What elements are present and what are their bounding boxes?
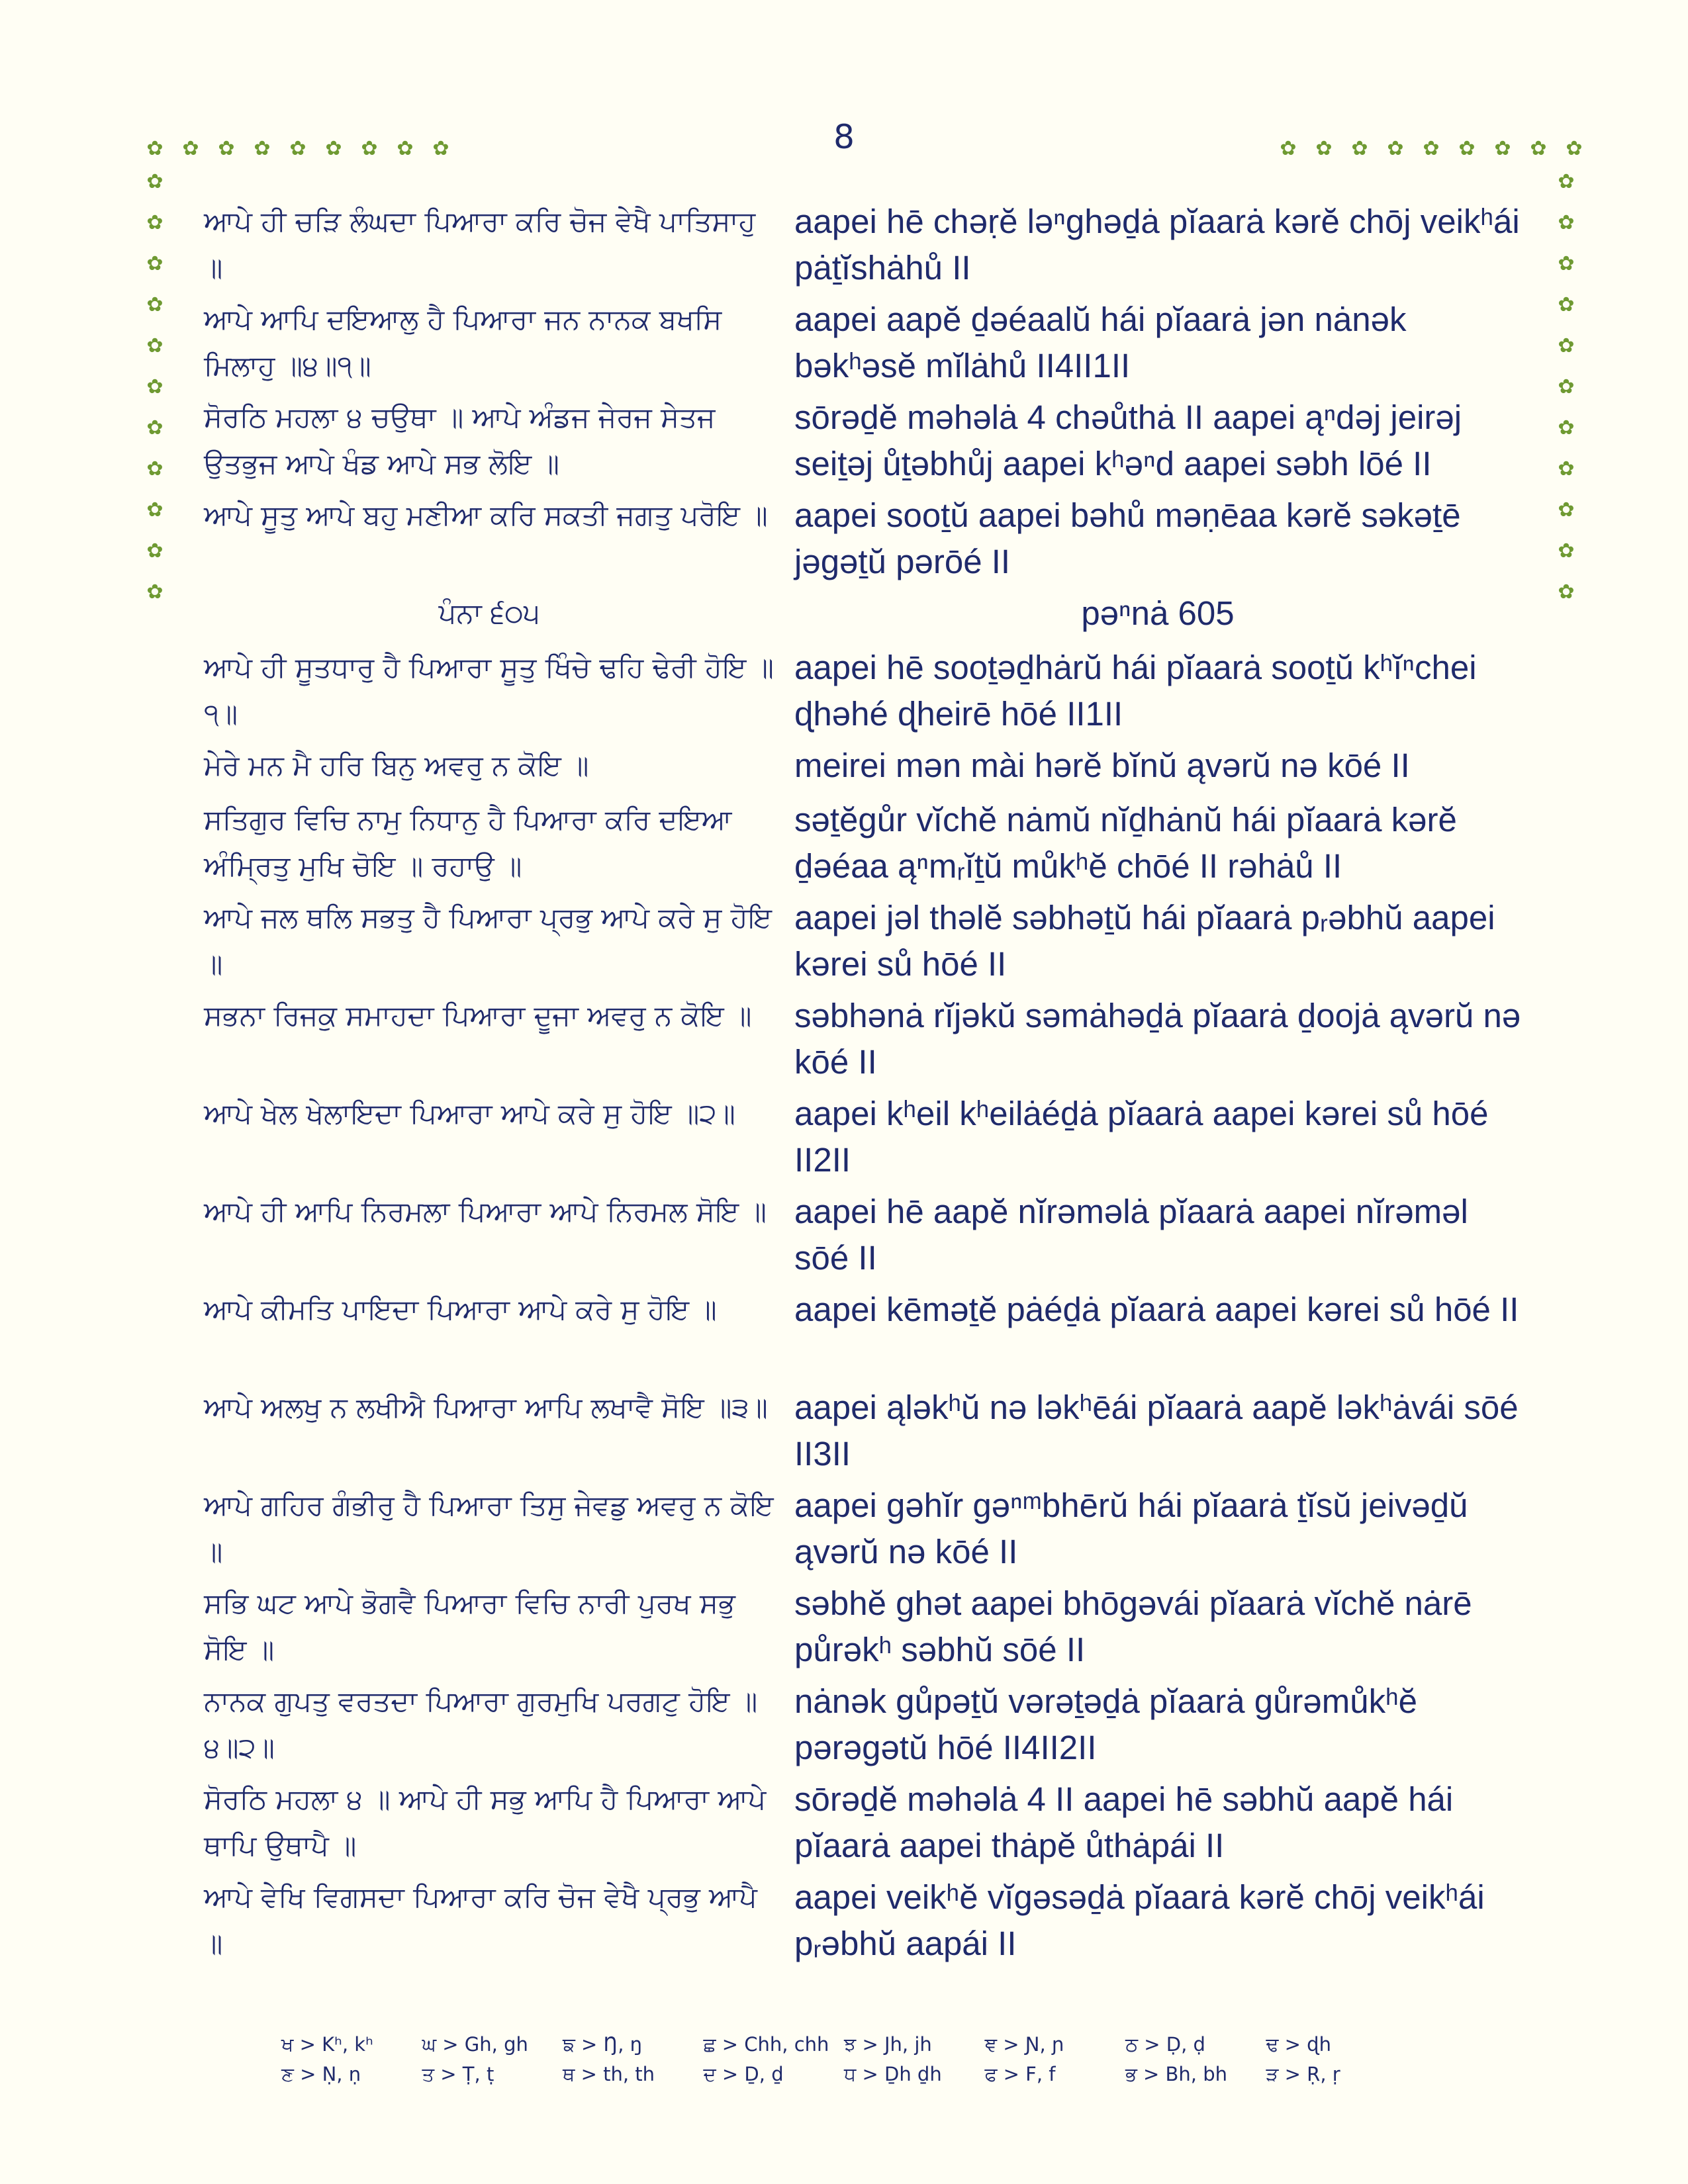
flower-icon: ✿ [1458, 137, 1476, 160]
transliteration-line: nȧnək gůpəṯŭ vərəṯəḏȧ pĭaarȧ gůrəmůkʰĕ pərəgətŭ hōé II4II2II [794, 1682, 1418, 1766]
gurmukhi-line: ਸਭਨਾ ਰਿਜਕੁ ਸਮਾਹਦਾ ਪਿਆਰਾ ਦੂਜਾ ਅਵਰੁ ਨ ਕੋਇ ॥ [204, 999, 752, 1032]
flower-icon: ✿ [1530, 137, 1547, 160]
transliteration-line: aapei veikʰĕ vĭgəsəḏȧ pĭaarȧ kərĕ chōj veikʰái pᵣəbhŭ aapái II [794, 1878, 1485, 1962]
verse-row [204, 1482, 1521, 1580]
flower-icon: ✿ [1558, 252, 1575, 275]
gurmukhi-line: ਸਤਿਗੁਰ ਵਿਚਿ ਨਾਮੁ ਨਿਧਾਨੁ ਹੈ ਪਿਆਰਾ ਕਰਿ ਦਇਆ ਅੰਮ੍ਰਿਤੁ ਮੁਖਿ ਚੋਇ ॥ ਰਹਾਉ ॥ [204, 803, 732, 882]
page-marker-gurmukhi: ਪੰਨਾ ੬੦੫ [438, 597, 540, 629]
legend-item: ਭ > Bh, bh [1125, 2063, 1228, 2085]
gurmukhi-line: ਆਪੇ ਆਪਿ ਦਇਆਲੁ ਹੈ ਪਿਆਰਾ ਜਨ ਨਾਨਕ ਬਖਸਿ ਮਿਲਾਹੁ ॥੪॥੧॥ [204, 303, 722, 382]
transliteration-line: aapei gəhĭr gəⁿᵐbhērŭ hái pĭaarȧ ṯĭsŭ jeivəḏŭ ąvərŭ nə kōé II [794, 1486, 1468, 1570]
flower-icon: ✿ [146, 457, 164, 480]
gurmukhi-line: ਆਪੇ ਜਲ ਥਲਿ ਸਭਤੁ ਹੈ ਪਿਆਰਾ ਪ੍ਰਭੁ ਆਪੇ ਕਰੇ ਸੁ ਹੋਇ ॥ [204, 901, 773, 980]
flower-icon: ✿ [146, 211, 164, 234]
transliteration-line: aapei hē chəṛĕ ləⁿghəḏȧ pĭaarȧ kərĕ chōj veikʰái pȧṯĭshȧhů II [794, 203, 1520, 287]
transliteration-line: səbhənȧ rĭjəkŭ səmȧhəḏȧ pĭaarȧ ḏoojȧ ąvərŭ nə kōé II [794, 997, 1521, 1081]
ornament-border-left [144, 169, 165, 606]
gurmukhi-line: ਸੋਰਠਿ ਮਹਲਾ ੪ ਚਉਥਾ ॥ ਆਪੇ ਅੰਡਜ ਜੇਰਜ ਸੇਤਜ ਉਤਭੁਜ ਆਪੇ ਖੰਡ ਆਪੇ ਸਭ ਲੋਇ ॥ [204, 401, 716, 480]
legend-item: ਖ > Kʰ, kʰ [281, 2033, 373, 2056]
legend-item: ਣ > Ṇ, ṇ [281, 2063, 361, 2085]
gurmukhi-line: ਆਪੇ ਅਲਖੁ ਨ ਲਖੀਐ ਪਿਆਰਾ ਆਪਿ ਲਖਾਵੈ ਸੋਇ ॥੩॥ [204, 1391, 768, 1424]
transliteration-line: sōrəḏĕ məhəlȧ 4 II aapei hē səbhŭ aapĕ hái pĭaarȧ aapei thȧpĕ ůthȧpái II [794, 1780, 1454, 1864]
flower-icon: ✿ [1558, 211, 1575, 234]
verse-table [204, 199, 1521, 1972]
flower-icon: ✿ [1494, 137, 1511, 160]
gurmukhi-line: ਨਾਨਕ ਗੁਪਤੁ ਵਰਤਦਾ ਪਿਆਰਾ ਗੁਰਮੁਖਿ ਪਰਗਟੁ ਹੋਇ ॥੪॥੨॥ [204, 1685, 758, 1764]
flower-icon: ✿ [146, 416, 164, 439]
flower-icon: ✿ [1558, 416, 1575, 439]
transliteration-line: səbhĕ ghət aapei bhōgəvái pĭaarȧ vĭchĕ nȧrē půrəkʰ səbhŭ sōé II [794, 1584, 1472, 1668]
gurmukhi-line: ਸੋਰਠਿ ਮਹਲਾ ੪ ॥ ਆਪੇ ਹੀ ਸਭੁ ਆਪਿ ਹੈ ਪਿਆਰਾ ਆਪੇ ਥਾਪਿ ਉਥਾਪੈ ॥ [204, 1783, 767, 1862]
legend-item: ਞ > Ɲ, ɲ [984, 2033, 1064, 2056]
verse-row [204, 743, 1521, 797]
verse-row [204, 797, 1521, 895]
transliteration-line: səṯĕgůr vĭchĕ nȧmŭ nĭḏhȧnŭ hái pĭaarȧ kərĕ ḏəéaa ąⁿmᵣĭṯŭ můkʰĕ chōé II rəhȧů II [794, 801, 1457, 885]
flower-icon: ✿ [146, 498, 164, 522]
flower-icon: ✿ [1280, 137, 1297, 160]
transliteration-line: aapei aapĕ ḏəéaalŭ hái pĭaarȧ jən nȧnək bəkʰəsĕ mĭlȧhů II4II1II [794, 300, 1407, 385]
transliteration-line: aapei kēməṯĕ pȧéḏȧ pĭaarȧ aapei kərei sů hōé II [794, 1291, 1519, 1328]
flower-icon: ✿ [361, 137, 378, 160]
legend-item: ਙ > Ŋ, ŋ [563, 2033, 643, 2056]
flower-icon: ✿ [1423, 137, 1440, 160]
flower-icon: ✿ [289, 137, 306, 160]
flower-icon: ✿ [146, 539, 164, 563]
page-number: 8 [833, 118, 855, 156]
flower-icon: ✿ [146, 170, 164, 193]
verse-row [204, 1189, 1521, 1287]
verse-row [204, 1091, 1521, 1189]
flower-icon: ✿ [182, 137, 199, 160]
ornament-border-right [1556, 169, 1577, 606]
flower-icon: ✿ [1558, 334, 1575, 357]
gurmukhi-line: ਆਪੇ ਹੀ ਚੜਿ ਲੰਘਦਾ ਪਿਆਰਾ ਕਰਿ ਚੋਜ ਵੇਖੈ ਪਾਤਿਸਾਹੁ ॥ [204, 205, 756, 284]
flower-icon: ✿ [1558, 170, 1575, 193]
legend-item: ਢ > ɖh [1266, 2033, 1331, 2056]
verse-row [204, 1678, 1521, 1776]
legend-item: ਫ > F, f [984, 2063, 1056, 2085]
gurmukhi-line: ਆਪੇ ਹੀ ਆਪਿ ਨਿਰਮਲਾ ਪਿਆਰਾ ਆਪੇ ਨਿਰਮਲ ਸੋਇ ॥ [204, 1195, 767, 1228]
legend-item: ਦ > Ḏ, ḏ [703, 2063, 784, 2085]
flower-icon: ✿ [146, 334, 164, 357]
gurmukhi-line: ਆਪੇ ਸੂਤੁ ਆਪੇ ਬਹੁ ਮਣੀਆ ਕਰਿ ਸਕਤੀ ਜਗਤੁ ਪਰੋਇ ॥ [204, 499, 768, 531]
legend-item: ਝ > Jh, jh [844, 2033, 932, 2056]
verse-row [204, 199, 1521, 296]
transliteration-line: meirei mən mài hərĕ bĭnŭ ąvərŭ nə kōé II [794, 747, 1410, 784]
flower-icon: ✿ [146, 293, 164, 316]
flower-icon: ✿ [146, 252, 164, 275]
flower-icon: ✿ [1566, 137, 1583, 160]
transliteration-line: aapei kʰeil kʰeilȧéḏȧ pĭaarȧ aapei kərei sů hōé II2II [794, 1095, 1489, 1179]
flower-icon: ✿ [254, 137, 271, 160]
flower-icon: ✿ [218, 137, 235, 160]
flower-icon: ✿ [1558, 293, 1575, 316]
flower-icon: ✿ [1558, 375, 1575, 398]
flower-icon: ✿ [1558, 498, 1575, 522]
verse-row [204, 895, 1521, 993]
gurmukhi-line: ਆਪੇ ਹੀ ਸੂਤਧਾਰੁ ਹੈ ਪਿਆਰਾ ਸੂਤੁ ਖਿੰਚੇ ਢਹਿ ਢੇਰੀ ਹੋਇ ॥੧॥ [204, 651, 774, 730]
page-marker-row [204, 590, 1521, 645]
ornament-border-top-right [1278, 136, 1585, 162]
verse-row [204, 1874, 1521, 1972]
legend-item: ਧ > Ḏh ḏh [844, 2063, 942, 2085]
verse-row [204, 1385, 1521, 1482]
verse-row [204, 1287, 1521, 1385]
legend-item: ੜ > Ṛ, ṛ [1266, 2063, 1340, 2085]
transliteration-line: aapei hē sooṯəḏhȧrŭ hái pĭaarȧ sooṯŭ kʰĭⁿchei ɖhəhé ɖheirē hōé II1II [794, 649, 1477, 733]
legend-item: ਛ > Chh, chh [703, 2033, 829, 2056]
transliteration-line: aapei jəl thəlĕ səbhəṯŭ hái pĭaarȧ pᵣəbhŭ aapei kərei sů hōé II [794, 899, 1495, 983]
flower-icon: ✿ [1315, 137, 1333, 160]
gurmukhi-line: ਆਪੇ ਖੇਲ ਖੇਲਾਇਦਾ ਪਿਆਰਾ ਆਪੇ ਕਰੇ ਸੁ ਹੋਇ ॥੨॥ [204, 1097, 735, 1130]
transliteration-legend [281, 2033, 1407, 2086]
gurmukhi-line: ਸਭਿ ਘਟ ਆਪੇ ਭੋਗਵੈ ਪਿਆਰਾ ਵਿਚਿ ਨਾਰੀ ਪੁਰਖ ਸਭੁ ਸੋਇ ॥ [204, 1587, 735, 1666]
ornament-border-top-left [144, 136, 451, 162]
flower-icon: ✿ [1558, 457, 1575, 480]
flower-icon: ✿ [1387, 137, 1404, 160]
gurmukhi-line: ਮੇਰੇ ਮਨ ਮੈ ਹਰਿ ਬਿਨੁ ਅਵਰੁ ਨ ਕੋਇ ॥ [204, 749, 589, 782]
legend-item: ਤ > Ṭ, ṭ [422, 2063, 494, 2085]
verse-row [204, 645, 1521, 743]
page-marker-transliteration: pəⁿnȧ 605 [1081, 594, 1235, 632]
verse-row [204, 296, 1521, 394]
flower-icon: ✿ [397, 137, 414, 160]
gurmukhi-line: ਆਪੇ ਕੀਮਤਿ ਪਾਇਦਾ ਪਿਆਰਾ ਆਪੇ ਕਰੇ ਸੁ ਹੋਇ ॥ [204, 1293, 717, 1326]
legend-item: ਥ > th, th [563, 2063, 655, 2085]
legend-item: ਘ > Gh, gh [422, 2033, 528, 2056]
flower-icon: ✿ [432, 137, 449, 160]
gurmukhi-line: ਆਪੇ ਵੇਖਿ ਵਿਗਸਦਾ ਪਿਆਰਾ ਕਰਿ ਚੋਜ ਵੇਖੈ ਪ੍ਰਭੁ ਆਪੈ ॥ [204, 1881, 757, 1960]
verse-row [204, 1776, 1521, 1874]
flower-icon: ✿ [146, 375, 164, 398]
verse-row [204, 394, 1521, 492]
flower-icon: ✿ [146, 580, 164, 604]
verse-row [204, 492, 1521, 590]
flower-icon: ✿ [1558, 539, 1575, 563]
flower-icon: ✿ [146, 137, 164, 160]
flower-icon: ✿ [1351, 137, 1368, 160]
gurmukhi-line: ਆਪੇ ਗਹਿਰ ਗੰਭੀਰੁ ਹੈ ਪਿਆਰਾ ਤਿਸੁ ਜੇਵਡੁ ਅਵਰੁ ਨ ਕੋਇ ॥ [204, 1489, 774, 1568]
flower-icon: ✿ [1558, 580, 1575, 604]
transliteration-line: aapei hē aapĕ nĭrəməlȧ pĭaarȧ aapei nĭrəməl sōé II [794, 1193, 1468, 1277]
transliteration-line: sōrəḏĕ məhəlȧ 4 chəůthȧ II aapei ąⁿdəj jeirəj seiṯəj ůṯəbhůj aapei kʰəⁿd aapei səbh lōé II [794, 398, 1462, 482]
verse-row [204, 993, 1521, 1091]
transliteration-line: aapei sooṯŭ aapei bəhů məṇēaa kərĕ səkəṯē jəgəṯŭ pərōé II [794, 496, 1461, 580]
verse-row [204, 1580, 1521, 1678]
transliteration-line: aapei ąləkʰŭ nə ləkʰēái pĭaarȧ aapĕ ləkʰȧvái sōé II3II [794, 1388, 1519, 1473]
legend-item: ਠ > Ḍ, ḍ [1125, 2033, 1205, 2056]
flower-icon: ✿ [325, 137, 342, 160]
